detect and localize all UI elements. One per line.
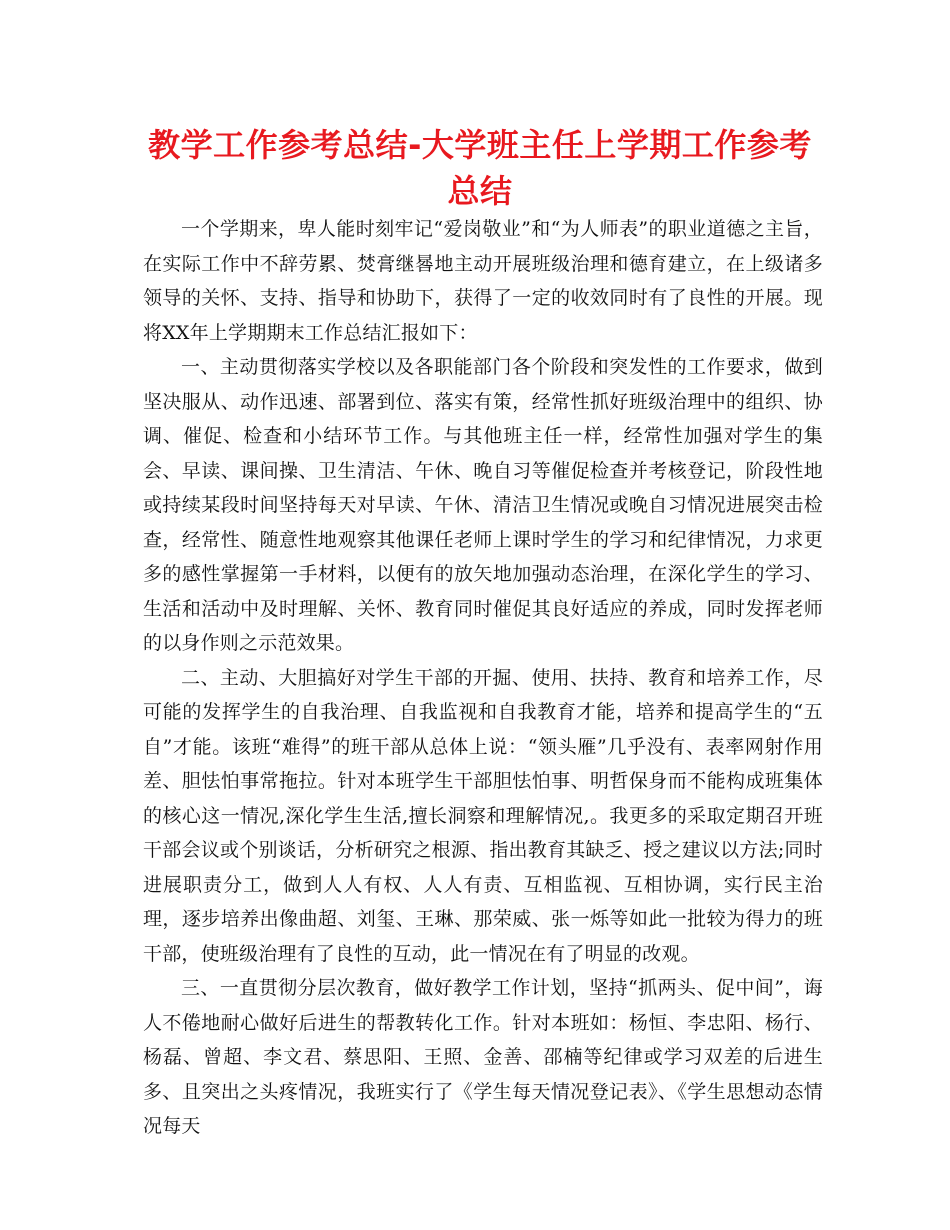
paragraph-section-1: 一、主动贯彻落实学校以及各职能部门各个阶段和突发性的工作要求，做到坚决服从、动作迅速、部署到位、落实有策，经常性抓好班级治理中的组织、协调、催促、检查和小结环节工作。与其他班主任一样，经常性加强对学生的集会、早读、课间操、卫生清洁、午休、晚自习等催促检查并考核登记，阶段性地或持续某段时间坚持每天对早读、午休、清洁卫生情况或晚自习情况进展突击检查，经常性、随意性地观察其他课任老师上课时学生的学习和纪律情况，力求更多的感性掌握第一手材料，以便有的放矢地加强动态治理，在深化学生的学习、生活和活动中及时理解、关怀、教育同时催促其良好适应的养成，同时发挥老师的以身作则之示范效果。 <box>143 356 823 654</box>
paragraph-section-2: 二、主动、大胆搞好对学生干部的开掘、使用、扶持、教育和培养工作，尽可能的发挥学生的自我治理、自我监视和自我教育才能，培养和提高学生的“五自”才能。该班“难得”的班干部从总体上说：“领头雁”几乎没有、表率网射作用差、胆怯怕事常拖拉。针对本班学生干部胆怯怕事、明哲保身而不能构成班集体的核心这一情况,深化学生生活,擅长洞察和理解情况,。我更多的采取定期召开班干部会议或个别谈话，分析研究之根源、指出教育其缺乏、授之建议以方法;同时进展职责分工，做到人人有权、人人有责、互相监视、互相协调，实行民主治理，逐步培养出像曲超、刘玺、王琳、那荣威、张一烁等如此一批较为得力的班干部，使班级治理有了良性的互动，此一情况在有了明显的改观。 <box>143 666 823 965</box>
paragraph-intro: 一个学期来，卑人能时刻牢记“爱岗敬业”和“为人师表”的职业道德之主旨，在实际工作中不辞劳累、焚膏继晷地主动开展班级治理和德育建立，在上级诸多领导的关怀、支持、指导和协助下，获得了一定的收效同时有了良性的开展。现将XX年上学期期末工作总结汇报如下： <box>143 218 823 344</box>
document-body <box>143 212 823 1144</box>
paragraph-section-3: 三、一直贯彻分层次教育，做好教学工作计划，坚持“抓两头、促中间”，诲人不倦地耐心做好后进生的帮教转化工作。针对本班如：杨恒、李忠阳、杨行、杨磊、曾超、李文君、蔡思阳、王照、金善、邵楠等纪律或学习双差的后进生多、且突出之头疼情况，我班实行了《学生每天情况登记表》、《学生思想动态情况每天 <box>143 977 823 1137</box>
document-title: 教学工作参考总结-大学班主任上学期工作参考总结 <box>148 126 812 210</box>
